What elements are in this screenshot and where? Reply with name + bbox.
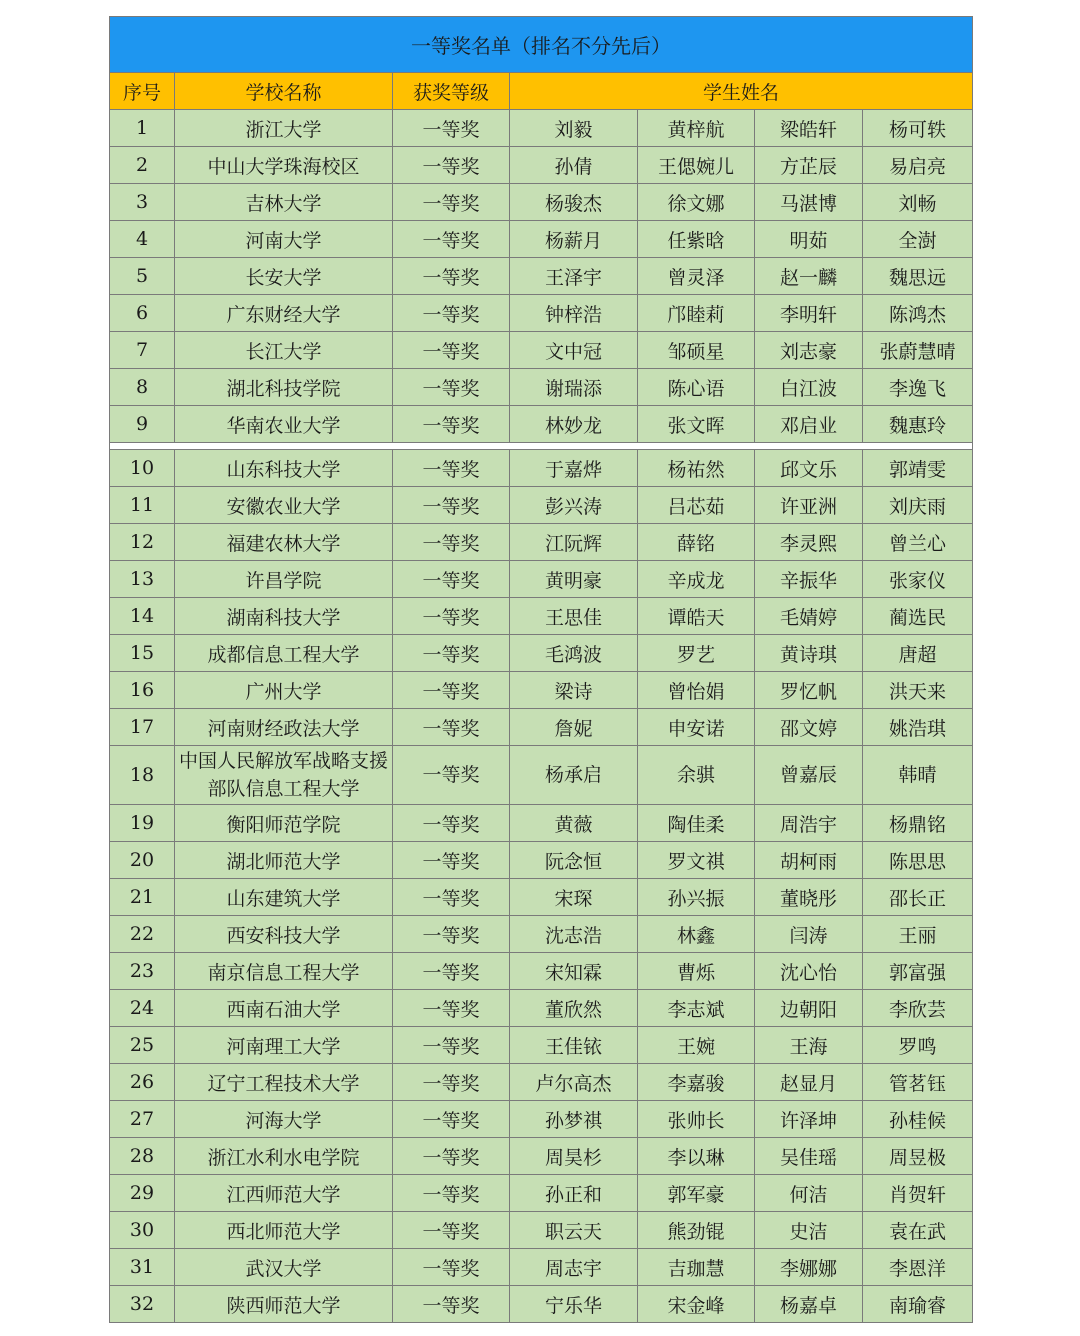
student-name-cell: 史洁 xyxy=(755,1212,863,1249)
table-body-part-1 xyxy=(110,110,973,443)
seq-cell: 14 xyxy=(110,598,175,635)
school-cell: 辽宁工程技术大学 xyxy=(175,1064,393,1101)
seq-cell: 21 xyxy=(110,879,175,916)
student-name-cell: 罗文祺 xyxy=(638,842,755,879)
level-cell: 一等奖 xyxy=(393,1138,510,1175)
school-cell: 西安科技大学 xyxy=(175,916,393,953)
student-name-cell: 王偲婉儿 xyxy=(638,147,755,184)
table-row xyxy=(110,1027,973,1064)
student-name-cell: 王思佳 xyxy=(510,598,638,635)
school-cell: 安徽农业大学 xyxy=(175,487,393,524)
student-name-cell: 吴佳瑶 xyxy=(755,1138,863,1175)
student-name-cell: 薛铭 xyxy=(638,524,755,561)
level-cell: 一等奖 xyxy=(393,369,510,406)
seq-cell: 11 xyxy=(110,487,175,524)
table-row xyxy=(110,369,973,406)
table-row xyxy=(110,635,973,672)
header-level: 获奖等级 xyxy=(393,73,510,110)
student-name-cell: 易启亮 xyxy=(863,147,973,184)
table-row xyxy=(110,879,973,916)
table-gap xyxy=(110,443,973,450)
student-name-cell: 杨鼎铭 xyxy=(863,805,973,842)
level-cell: 一等奖 xyxy=(393,450,510,487)
student-name-cell: 黄诗琪 xyxy=(755,635,863,672)
level-cell: 一等奖 xyxy=(393,332,510,369)
level-cell: 一等奖 xyxy=(393,487,510,524)
student-name-cell: 张家仪 xyxy=(863,561,973,598)
student-name-cell: 辛振华 xyxy=(755,561,863,598)
student-name-cell: 熊劲锟 xyxy=(638,1212,755,1249)
student-name-cell: 曾灵泽 xyxy=(638,258,755,295)
table-row xyxy=(110,147,973,184)
table-row xyxy=(110,487,973,524)
seq-cell: 12 xyxy=(110,524,175,561)
student-name-cell: 李以琳 xyxy=(638,1138,755,1175)
table-title: 一等奖名单（排名不分先后） xyxy=(110,17,973,73)
level-cell: 一等奖 xyxy=(393,258,510,295)
seq-cell: 17 xyxy=(110,709,175,746)
student-name-cell: 詹妮 xyxy=(510,709,638,746)
table-row xyxy=(110,1249,973,1286)
seq-cell: 5 xyxy=(110,258,175,295)
student-name-cell: 沈心怡 xyxy=(755,953,863,990)
school-cell: 河南大学 xyxy=(175,221,393,258)
level-cell: 一等奖 xyxy=(393,1249,510,1286)
school-cell: 吉林大学 xyxy=(175,184,393,221)
school-cell: 河海大学 xyxy=(175,1101,393,1138)
student-name-cell: 邵长正 xyxy=(863,879,973,916)
student-name-cell: 余骐 xyxy=(638,746,755,805)
student-name-cell: 周昊杉 xyxy=(510,1138,638,1175)
school-cell: 山东科技大学 xyxy=(175,450,393,487)
student-name-cell: 毛婧婷 xyxy=(755,598,863,635)
student-name-cell: 杨承启 xyxy=(510,746,638,805)
school-cell: 西北师范大学 xyxy=(175,1212,393,1249)
student-name-cell: 刘毅 xyxy=(510,110,638,147)
table-row xyxy=(110,406,973,443)
seq-cell: 31 xyxy=(110,1249,175,1286)
seq-cell: 27 xyxy=(110,1101,175,1138)
student-name-cell: 许泽坤 xyxy=(755,1101,863,1138)
student-name-cell: 文中冠 xyxy=(510,332,638,369)
seq-cell: 13 xyxy=(110,561,175,598)
table-row xyxy=(110,1101,973,1138)
seq-cell: 3 xyxy=(110,184,175,221)
table-row xyxy=(110,842,973,879)
school-cell: 广州大学 xyxy=(175,672,393,709)
school-cell: 陕西师范大学 xyxy=(175,1286,393,1323)
seq-cell: 29 xyxy=(110,1175,175,1212)
student-name-cell: 管茗钰 xyxy=(863,1064,973,1101)
student-name-cell: 郭军豪 xyxy=(638,1175,755,1212)
student-name-cell: 林鑫 xyxy=(638,916,755,953)
student-name-cell: 宋琛 xyxy=(510,879,638,916)
school-cell: 西南石油大学 xyxy=(175,990,393,1027)
student-name-cell: 南瑜睿 xyxy=(863,1286,973,1323)
header-seq: 序号 xyxy=(110,73,175,110)
table-row xyxy=(110,184,973,221)
school-cell: 湖北师范大学 xyxy=(175,842,393,879)
level-cell: 一等奖 xyxy=(393,1212,510,1249)
student-name-cell: 郭靖雯 xyxy=(863,450,973,487)
student-name-cell: 杨薪月 xyxy=(510,221,638,258)
table-row xyxy=(110,990,973,1027)
student-name-cell: 曾嘉辰 xyxy=(755,746,863,805)
student-name-cell: 毛鸿波 xyxy=(510,635,638,672)
student-name-cell: 钟梓浩 xyxy=(510,295,638,332)
level-cell: 一等奖 xyxy=(393,879,510,916)
table-row xyxy=(110,598,973,635)
student-name-cell: 郭富强 xyxy=(863,953,973,990)
student-name-cell: 邱文乐 xyxy=(755,450,863,487)
school-cell: 长江大学 xyxy=(175,332,393,369)
student-name-cell: 袁在武 xyxy=(863,1212,973,1249)
student-name-cell: 黄薇 xyxy=(510,805,638,842)
student-name-cell: 周志宇 xyxy=(510,1249,638,1286)
level-cell: 一等奖 xyxy=(393,990,510,1027)
seq-cell: 19 xyxy=(110,805,175,842)
student-name-cell: 杨祐然 xyxy=(638,450,755,487)
student-name-cell: 刘畅 xyxy=(863,184,973,221)
student-name-cell: 黄梓航 xyxy=(638,110,755,147)
student-name-cell: 李灵熙 xyxy=(755,524,863,561)
seq-cell: 22 xyxy=(110,916,175,953)
student-name-cell: 孙梦祺 xyxy=(510,1101,638,1138)
student-name-cell: 张帅长 xyxy=(638,1101,755,1138)
school-cell: 成都信息工程大学 xyxy=(175,635,393,672)
student-name-cell: 方芷辰 xyxy=(755,147,863,184)
seq-cell: 8 xyxy=(110,369,175,406)
student-name-cell: 罗鸣 xyxy=(863,1027,973,1064)
school-cell: 河南理工大学 xyxy=(175,1027,393,1064)
student-name-cell: 李娜娜 xyxy=(755,1249,863,1286)
student-name-cell: 王丽 xyxy=(863,916,973,953)
student-name-cell: 邓启业 xyxy=(755,406,863,443)
level-cell: 一等奖 xyxy=(393,110,510,147)
student-name-cell: 明茹 xyxy=(755,221,863,258)
seq-cell: 23 xyxy=(110,953,175,990)
seq-cell: 25 xyxy=(110,1027,175,1064)
school-cell: 浙江水利水电学院 xyxy=(175,1138,393,1175)
student-name-cell: 孙倩 xyxy=(510,147,638,184)
table-row xyxy=(110,709,973,746)
student-name-cell: 梁诗 xyxy=(510,672,638,709)
student-name-cell: 魏思远 xyxy=(863,258,973,295)
student-name-cell: 卢尔高杰 xyxy=(510,1064,638,1101)
student-name-cell: 韩晴 xyxy=(863,746,973,805)
student-name-cell: 曾兰心 xyxy=(863,524,973,561)
student-name-cell: 吕芯茹 xyxy=(638,487,755,524)
student-name-cell: 申安诺 xyxy=(638,709,755,746)
student-name-cell: 宁乐华 xyxy=(510,1286,638,1323)
student-name-cell: 曹烁 xyxy=(638,953,755,990)
student-name-cell: 董晓彤 xyxy=(755,879,863,916)
school-cell: 福建农林大学 xyxy=(175,524,393,561)
student-name-cell: 白江波 xyxy=(755,369,863,406)
school-cell: 华南农业大学 xyxy=(175,406,393,443)
level-cell: 一等奖 xyxy=(393,746,510,805)
level-cell: 一等奖 xyxy=(393,598,510,635)
school-cell: 湖北科技学院 xyxy=(175,369,393,406)
student-name-cell: 陶佳柔 xyxy=(638,805,755,842)
school-cell: 广东财经大学 xyxy=(175,295,393,332)
level-cell: 一等奖 xyxy=(393,1027,510,1064)
level-cell: 一等奖 xyxy=(393,953,510,990)
table-row xyxy=(110,258,973,295)
student-name-cell: 陈心语 xyxy=(638,369,755,406)
seq-cell: 15 xyxy=(110,635,175,672)
student-name-cell: 陈思思 xyxy=(863,842,973,879)
school-cell: 长安大学 xyxy=(175,258,393,295)
student-name-cell: 赵一麟 xyxy=(755,258,863,295)
student-name-cell: 职云天 xyxy=(510,1212,638,1249)
school-cell: 衡阳师范学院 xyxy=(175,805,393,842)
student-name-cell: 谢瑞添 xyxy=(510,369,638,406)
student-name-cell: 徐文娜 xyxy=(638,184,755,221)
header-students: 学生姓名 xyxy=(510,73,973,110)
table-row xyxy=(110,1064,973,1101)
student-name-cell: 曾怡娟 xyxy=(638,672,755,709)
student-name-cell: 刘庆雨 xyxy=(863,487,973,524)
level-cell: 一等奖 xyxy=(393,406,510,443)
seq-cell: 18 xyxy=(110,746,175,805)
award-list-table-container xyxy=(109,16,972,1323)
student-name-cell: 魏惠玲 xyxy=(863,406,973,443)
student-name-cell: 王佳铱 xyxy=(510,1027,638,1064)
student-name-cell: 邹硕星 xyxy=(638,332,755,369)
student-name-cell: 李恩洋 xyxy=(863,1249,973,1286)
level-cell: 一等奖 xyxy=(393,842,510,879)
level-cell: 一等奖 xyxy=(393,221,510,258)
student-name-cell: 辛成龙 xyxy=(638,561,755,598)
student-name-cell: 肖贺轩 xyxy=(863,1175,973,1212)
student-name-cell: 谭皓天 xyxy=(638,598,755,635)
student-name-cell: 梁皓轩 xyxy=(755,110,863,147)
school-cell: 武汉大学 xyxy=(175,1249,393,1286)
student-name-cell: 邵文婷 xyxy=(755,709,863,746)
level-cell: 一等奖 xyxy=(393,1064,510,1101)
level-cell: 一等奖 xyxy=(393,916,510,953)
student-name-cell: 张文晖 xyxy=(638,406,755,443)
table-row xyxy=(110,524,973,561)
seq-cell: 20 xyxy=(110,842,175,879)
student-name-cell: 董欣然 xyxy=(510,990,638,1027)
student-name-cell: 孙兴振 xyxy=(638,879,755,916)
seq-cell: 4 xyxy=(110,221,175,258)
student-name-cell: 刘志豪 xyxy=(755,332,863,369)
student-name-cell: 林妙龙 xyxy=(510,406,638,443)
school-cell: 南京信息工程大学 xyxy=(175,953,393,990)
table-row xyxy=(110,561,973,598)
student-name-cell: 王婉 xyxy=(638,1027,755,1064)
seq-cell: 6 xyxy=(110,295,175,332)
table-row xyxy=(110,450,973,487)
student-name-cell: 洪天来 xyxy=(863,672,973,709)
table-row xyxy=(110,805,973,842)
student-name-cell: 黄明豪 xyxy=(510,561,638,598)
school-cell: 湖南科技大学 xyxy=(175,598,393,635)
header-school: 学校名称 xyxy=(175,73,393,110)
student-name-cell: 全澍 xyxy=(863,221,973,258)
seq-cell: 32 xyxy=(110,1286,175,1323)
seq-cell: 30 xyxy=(110,1212,175,1249)
student-name-cell: 周昱极 xyxy=(863,1138,973,1175)
level-cell: 一等奖 xyxy=(393,709,510,746)
table-row xyxy=(110,1138,973,1175)
student-name-cell: 于嘉烨 xyxy=(510,450,638,487)
student-name-cell: 边朝阳 xyxy=(755,990,863,1027)
seq-cell: 9 xyxy=(110,406,175,443)
student-name-cell: 李志斌 xyxy=(638,990,755,1027)
student-name-cell: 马湛博 xyxy=(755,184,863,221)
student-name-cell: 罗忆帆 xyxy=(755,672,863,709)
seq-cell: 10 xyxy=(110,450,175,487)
school-cell: 江西师范大学 xyxy=(175,1175,393,1212)
seq-cell: 7 xyxy=(110,332,175,369)
student-name-cell: 何洁 xyxy=(755,1175,863,1212)
table-row xyxy=(110,1175,973,1212)
student-name-cell: 吉珈慧 xyxy=(638,1249,755,1286)
student-name-cell: 孙正和 xyxy=(510,1175,638,1212)
level-cell: 一等奖 xyxy=(393,672,510,709)
student-name-cell: 李明轩 xyxy=(755,295,863,332)
student-name-cell: 杨可轶 xyxy=(863,110,973,147)
student-name-cell: 江阮辉 xyxy=(510,524,638,561)
level-cell: 一等奖 xyxy=(393,805,510,842)
student-name-cell: 周浩宇 xyxy=(755,805,863,842)
student-name-cell: 沈志浩 xyxy=(510,916,638,953)
student-name-cell: 许亚洲 xyxy=(755,487,863,524)
table-row xyxy=(110,746,973,805)
table-row xyxy=(110,110,973,147)
table-row xyxy=(110,1286,973,1323)
table-body-part-2 xyxy=(110,450,973,1323)
level-cell: 一等奖 xyxy=(393,1175,510,1212)
student-name-cell: 杨嘉卓 xyxy=(755,1286,863,1323)
student-name-cell: 孙桂候 xyxy=(863,1101,973,1138)
seq-cell: 24 xyxy=(110,990,175,1027)
level-cell: 一等奖 xyxy=(393,635,510,672)
student-name-cell: 彭兴涛 xyxy=(510,487,638,524)
level-cell: 一等奖 xyxy=(393,1286,510,1323)
school-cell: 河南财经政法大学 xyxy=(175,709,393,746)
school-cell: 中国人民解放军战略支援部队信息工程大学 xyxy=(175,746,393,805)
table-row xyxy=(110,953,973,990)
student-name-cell: 宋知霖 xyxy=(510,953,638,990)
level-cell: 一等奖 xyxy=(393,147,510,184)
student-name-cell: 罗艺 xyxy=(638,635,755,672)
award-list-table xyxy=(109,16,973,1323)
student-name-cell: 阮念恒 xyxy=(510,842,638,879)
student-name-cell: 蔺选民 xyxy=(863,598,973,635)
seq-cell: 1 xyxy=(110,110,175,147)
student-name-cell: 张蔚慧晴 xyxy=(863,332,973,369)
level-cell: 一等奖 xyxy=(393,561,510,598)
student-name-cell: 赵显月 xyxy=(755,1064,863,1101)
seq-cell: 26 xyxy=(110,1064,175,1101)
student-name-cell: 姚浩琪 xyxy=(863,709,973,746)
table-row xyxy=(110,1212,973,1249)
table-row xyxy=(110,221,973,258)
school-cell: 山东建筑大学 xyxy=(175,879,393,916)
student-name-cell: 宋金峰 xyxy=(638,1286,755,1323)
student-name-cell: 任紫晗 xyxy=(638,221,755,258)
student-name-cell: 陈鸿杰 xyxy=(863,295,973,332)
table-row xyxy=(110,916,973,953)
student-name-cell: 王海 xyxy=(755,1027,863,1064)
level-cell: 一等奖 xyxy=(393,295,510,332)
school-cell: 许昌学院 xyxy=(175,561,393,598)
level-cell: 一等奖 xyxy=(393,1101,510,1138)
school-cell: 中山大学珠海校区 xyxy=(175,147,393,184)
student-name-cell: 胡柯雨 xyxy=(755,842,863,879)
student-name-cell: 唐超 xyxy=(863,635,973,672)
student-name-cell: 李逸飞 xyxy=(863,369,973,406)
level-cell: 一等奖 xyxy=(393,524,510,561)
student-name-cell: 王泽宇 xyxy=(510,258,638,295)
table-row xyxy=(110,332,973,369)
student-name-cell: 李欣芸 xyxy=(863,990,973,1027)
seq-cell: 2 xyxy=(110,147,175,184)
seq-cell: 16 xyxy=(110,672,175,709)
table-row xyxy=(110,672,973,709)
student-name-cell: 邝睦莉 xyxy=(638,295,755,332)
student-name-cell: 闫涛 xyxy=(755,916,863,953)
student-name-cell: 杨骏杰 xyxy=(510,184,638,221)
table-row xyxy=(110,295,973,332)
level-cell: 一等奖 xyxy=(393,184,510,221)
student-name-cell: 李嘉骏 xyxy=(638,1064,755,1101)
school-cell: 浙江大学 xyxy=(175,110,393,147)
seq-cell: 28 xyxy=(110,1138,175,1175)
